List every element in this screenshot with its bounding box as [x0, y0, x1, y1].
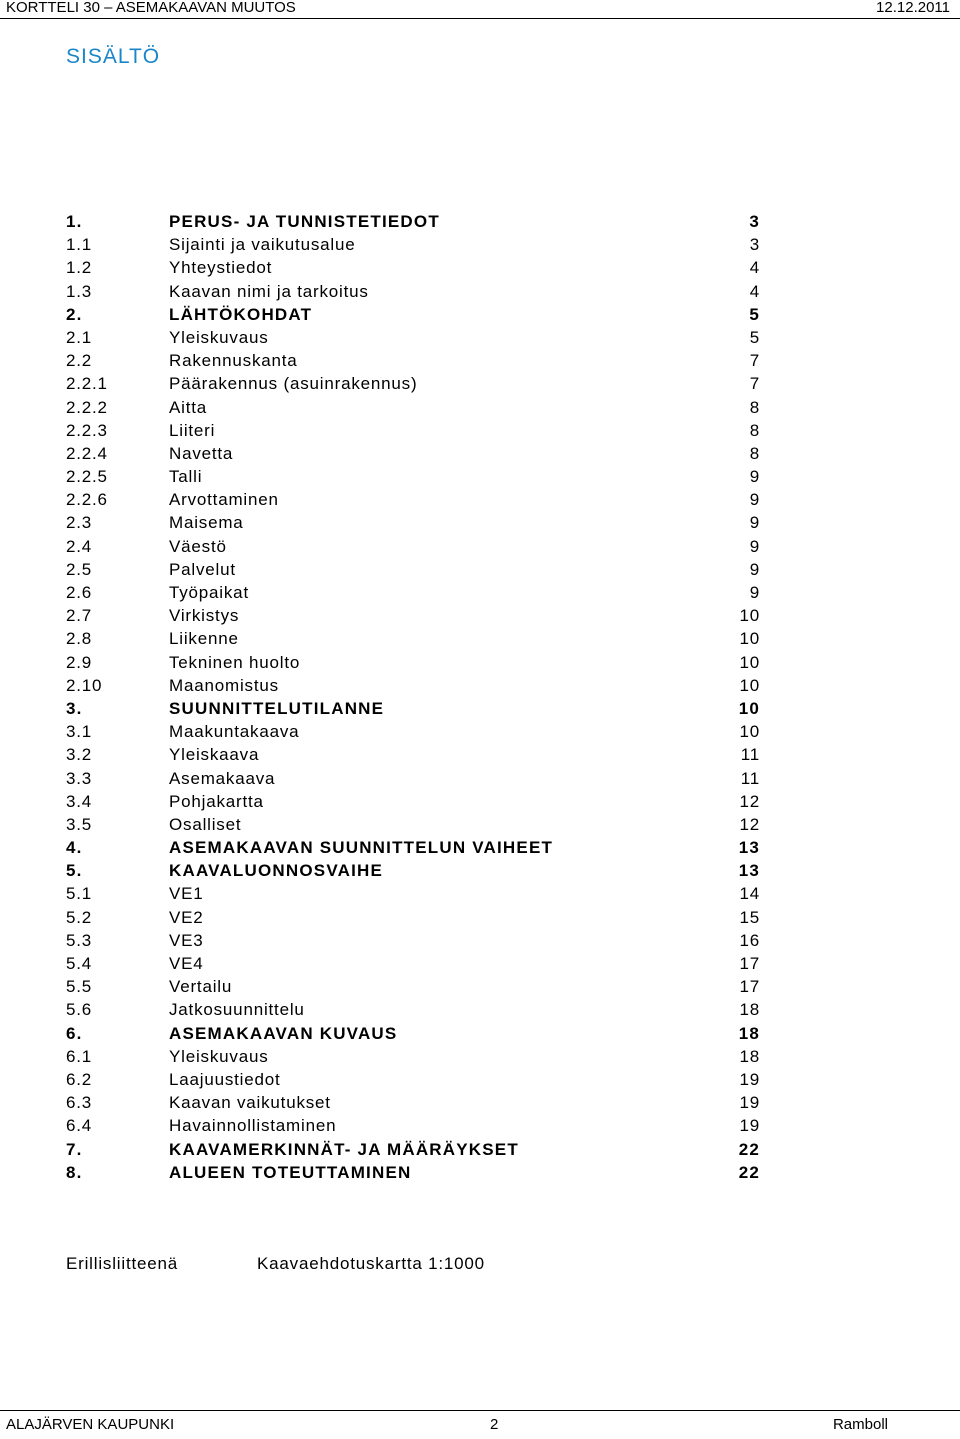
toc-subsection-row[interactable] [66, 280, 766, 303]
toc-page: 8 [749, 397, 760, 417]
toc-num: 5.2 [66, 907, 93, 927]
toc-page: 12 [739, 791, 760, 811]
toc-heading: SISÄLTÖ [66, 45, 161, 68]
page-footer [0, 1410, 960, 1433]
toc-title: Liikenne [169, 629, 239, 649]
toc-subsection-row[interactable] [66, 651, 766, 674]
toc-subsection-row[interactable] [66, 558, 766, 581]
toc-section-row[interactable] [66, 1138, 766, 1161]
toc-page: 4 [749, 281, 760, 301]
toc-title: Päärakennus (asuinrakennus) [169, 374, 418, 394]
toc-page: 19 [739, 1069, 760, 1089]
toc-num: 1.3 [66, 281, 93, 301]
toc-title: Navetta [169, 443, 234, 463]
toc-page: 16 [739, 930, 760, 950]
table-of-contents [66, 210, 766, 1184]
toc-num: 5. [66, 861, 83, 881]
toc-num: 5.1 [66, 884, 93, 904]
toc-page: 18 [738, 1023, 760, 1043]
toc-section-row[interactable] [66, 697, 766, 720]
toc-page: 18 [739, 1046, 760, 1066]
toc-title: Kaavan vaikutukset [169, 1093, 331, 1113]
toc-title: Yleiskuvaus [169, 327, 269, 347]
toc-num: 1.1 [66, 235, 93, 255]
toc-subsection-row[interactable] [66, 790, 766, 813]
toc-page: 15 [739, 907, 760, 927]
toc-title: Rakennuskanta [169, 351, 298, 371]
toc-title: Asemakaava [169, 768, 276, 788]
toc-title: Arvottaminen [169, 490, 279, 510]
toc-subsection-row[interactable] [66, 419, 766, 442]
toc-title: Palvelut [169, 559, 236, 579]
toc-subsection-row[interactable] [66, 743, 766, 766]
toc-page: 3 [749, 212, 760, 231]
toc-title: Maisema [169, 513, 244, 533]
toc-page: 10 [739, 722, 760, 742]
appendix-value: Kaavaehdotuskartta 1:1000 [257, 1254, 485, 1273]
toc-title: Havainnollistaminen [169, 1116, 337, 1136]
toc-title: Väestö [169, 536, 227, 556]
toc-page: 3 [749, 235, 760, 255]
toc-subsection-row[interactable] [66, 906, 766, 929]
toc-title: VE4 [169, 954, 204, 973]
header-date: 12.12.2011 [876, 0, 950, 16]
toc-subsection-row[interactable] [66, 813, 766, 836]
toc-num: 6. [66, 1023, 83, 1043]
toc-title: SUUNNITTELUTILANNE [169, 698, 385, 718]
toc-subsection-row[interactable] [66, 256, 766, 279]
toc-title: Pohjakartta [169, 791, 264, 811]
toc-page: 22 [738, 1162, 760, 1182]
toc-page: 9 [749, 490, 760, 510]
toc-num: 3. [66, 698, 83, 718]
toc-subsection-row[interactable] [66, 396, 766, 419]
toc-page: 8 [749, 443, 760, 463]
toc-num: 2.2 [66, 351, 93, 371]
toc-title: Osalliset [169, 814, 242, 834]
toc-num: 2.8 [66, 629, 93, 649]
toc-title: Virkistys [169, 606, 240, 626]
toc-page: 5 [749, 327, 760, 347]
toc-num: 5.3 [66, 930, 93, 950]
toc-page: 10 [739, 606, 760, 626]
toc-subsection-row[interactable] [66, 1091, 766, 1114]
toc-subsection-row[interactable] [66, 998, 766, 1021]
toc-title: Vertailu [169, 977, 233, 997]
toc-num: 2.10 [66, 675, 103, 695]
toc-subsection-row[interactable] [66, 488, 766, 511]
footer-page-number: 2 [490, 1416, 499, 1433]
toc-title: LÄHTÖKOHDAT [169, 304, 313, 324]
toc-subsection-row[interactable] [66, 511, 766, 534]
toc-title: VE1 [169, 884, 204, 904]
toc-page: 8 [749, 420, 760, 440]
toc-title: KAAVALUONNOSVAIHE [169, 861, 384, 881]
toc-num: 2.7 [66, 606, 93, 626]
toc-subsection-row[interactable] [66, 674, 766, 697]
toc-title: Yhteystiedot [169, 258, 273, 278]
toc-title: Tekninen huolto [169, 652, 301, 672]
toc-page: 10 [739, 629, 760, 649]
toc-num: 2.6 [66, 583, 93, 602]
toc-page: 19 [739, 1093, 760, 1113]
toc-num: 3.2 [66, 745, 93, 765]
toc-title: Liiteri [169, 420, 216, 440]
toc-title: Sijainti ja vaikutusalue [169, 235, 356, 255]
header-document-title: KORTTELI 30 – ASEMAKAAVAN MUUTOS [6, 0, 296, 16]
toc-section-row[interactable] [66, 836, 766, 859]
toc-title: Laajuustiedot [169, 1069, 281, 1089]
toc-num: 3.1 [66, 722, 93, 742]
toc-title: Talli [169, 467, 203, 487]
footer-company: Ramboll [832, 1416, 888, 1433]
toc-page: 22 [738, 1139, 760, 1159]
toc-num: 1.2 [66, 258, 93, 278]
toc-num: 6.3 [66, 1093, 93, 1113]
toc-section-row[interactable] [66, 859, 766, 882]
toc-num: 2.2.3 [66, 420, 108, 440]
toc-title: Yleiskuvaus [169, 1046, 269, 1066]
toc-num: 3.4 [66, 791, 93, 811]
toc-title: Työpaikat [169, 583, 249, 602]
toc-section-row[interactable] [66, 303, 766, 326]
toc-num: 4. [66, 838, 83, 858]
toc-num: 3.3 [66, 768, 93, 788]
toc-page: 5 [749, 304, 760, 324]
toc-subsection-row[interactable] [66, 581, 766, 604]
toc-num: 7. [66, 1139, 83, 1159]
toc-page: 14 [739, 884, 760, 904]
toc-num: 5.6 [66, 1000, 93, 1020]
toc-page: 9 [749, 536, 760, 556]
toc-page: 9 [749, 583, 760, 602]
toc-page: 9 [749, 467, 760, 487]
toc-subsection-row[interactable] [66, 349, 766, 372]
toc-subsection-row[interactable] [66, 233, 766, 256]
toc-title: ASEMAKAAVAN SUUNNITTELUN VAIHEET [169, 838, 554, 858]
toc-page: 7 [749, 374, 760, 394]
toc-num: 2.2.2 [66, 397, 108, 417]
toc-num: 2.3 [66, 513, 93, 533]
toc-num: 2.2.5 [66, 467, 108, 487]
toc-num: 5.4 [66, 954, 93, 973]
toc-subsection-row[interactable] [66, 627, 766, 650]
toc-section-row[interactable] [66, 1022, 766, 1045]
toc-num: 3.5 [66, 814, 93, 834]
appendix-label: Erillisliitteenä [66, 1254, 179, 1273]
toc-subsection-row[interactable] [66, 1068, 766, 1091]
toc-num: 1. [66, 212, 83, 231]
toc-page: 11 [740, 745, 760, 765]
toc-num: 2.2.1 [66, 374, 108, 394]
toc-num: 2.2.4 [66, 443, 108, 463]
toc-page: 12 [739, 814, 760, 834]
toc-subsection-row[interactable] [66, 1114, 766, 1137]
toc-subsection-row[interactable] [66, 465, 766, 488]
toc-title: Jatkosuunnittelu [169, 1000, 305, 1020]
toc-num: 6.1 [66, 1046, 93, 1066]
toc-page: 13 [738, 838, 760, 858]
toc-title: ASEMAKAAVAN KUVAUS [169, 1023, 398, 1043]
toc-subsection-row[interactable] [66, 1045, 766, 1068]
toc-page: 10 [739, 675, 760, 695]
toc-section-row[interactable] [66, 210, 766, 233]
toc-num: 6.2 [66, 1069, 93, 1089]
toc-num: 2.2.6 [66, 490, 108, 510]
toc-title: Aitta [169, 397, 208, 417]
toc-title: ALUEEN TOTEUTTAMINEN [169, 1162, 412, 1182]
toc-subsection-row[interactable] [66, 535, 766, 558]
toc-num: 2. [66, 304, 83, 324]
toc-subsection-row[interactable] [66, 720, 766, 743]
toc-title: PERUS- JA TUNNISTETIEDOT [169, 212, 440, 231]
toc-page: 13 [738, 861, 760, 881]
toc-subsection-row[interactable] [66, 372, 766, 395]
toc-page: 10 [738, 698, 760, 718]
toc-title: VE2 [169, 907, 204, 927]
toc-page: 10 [739, 652, 760, 672]
toc-page: 9 [749, 513, 760, 533]
toc-section-row[interactable] [66, 1161, 766, 1184]
toc-num: 2.1 [66, 327, 93, 347]
toc-title: KAAVAMERKINNÄT- JA MÄÄRÄYKSET [169, 1139, 519, 1159]
toc-subsection-row[interactable] [66, 326, 766, 349]
toc-title: VE3 [169, 930, 204, 950]
toc-subsection-row[interactable] [66, 882, 766, 905]
toc-num: 2.5 [66, 559, 93, 579]
toc-title: Maanomistus [169, 675, 279, 695]
toc-page: 19 [739, 1116, 760, 1136]
toc-subsection-row[interactable] [66, 604, 766, 627]
toc-title: Kaavan nimi ja tarkoitus [169, 281, 369, 301]
toc-page: 7 [749, 351, 760, 371]
toc-num: 6.4 [66, 1116, 93, 1136]
toc-page: 17 [739, 977, 760, 997]
toc-num: 2.9 [66, 652, 93, 672]
page-header [0, 0, 960, 19]
toc-title: Yleiskaava [169, 745, 260, 765]
toc-page: 18 [739, 1000, 760, 1020]
toc-num: 2.4 [66, 536, 93, 556]
toc-title: Maakuntakaava [169, 722, 300, 742]
toc-num: 5.5 [66, 977, 93, 997]
toc-num: 8. [66, 1162, 83, 1182]
footer-organization: ALAJÄRVEN KAUPUNKI [6, 1416, 175, 1433]
toc-page: 11 [740, 768, 760, 788]
toc-subsection-row[interactable] [66, 767, 766, 790]
toc-subsection-row[interactable] [66, 929, 766, 952]
toc-page: 17 [739, 954, 760, 973]
toc-page: 4 [749, 258, 760, 278]
toc-page: 9 [749, 559, 760, 579]
toc-subsection-row[interactable] [66, 952, 766, 975]
toc-subsection-row[interactable] [66, 975, 766, 998]
toc-subsection-row[interactable] [66, 442, 766, 465]
